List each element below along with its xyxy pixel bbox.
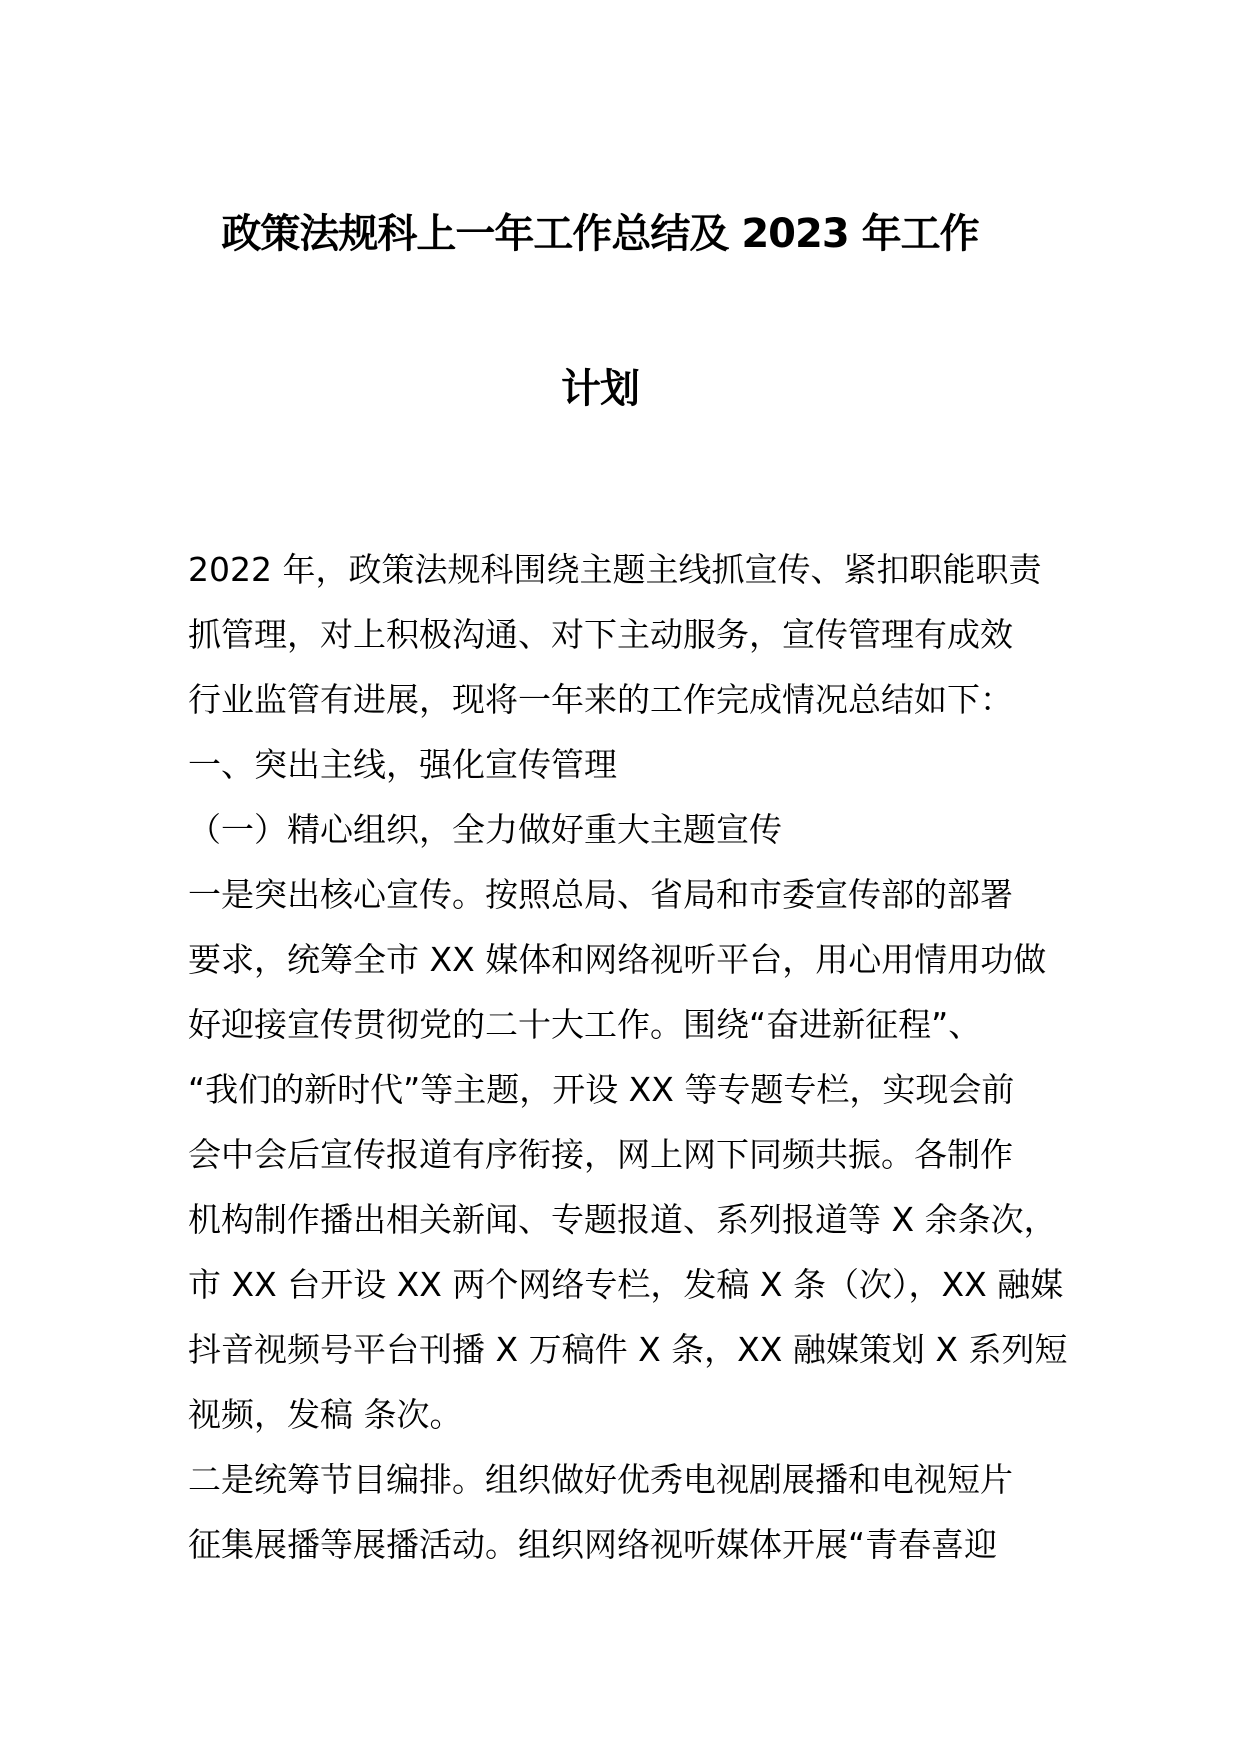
paragraph-line: 机构制作播出相关新闻、专题报道、系列报道等 X 余条次，: [188, 1200, 1057, 1239]
paragraph-line: 二是统筹节目编排。组织做好优秀电视剧展播和电视短片: [188, 1460, 1013, 1499]
paragraph-line: 会中会后宣传报道有序衔接，网上网下同频共振。各制作: [188, 1135, 1013, 1174]
intro-paragraph-line: 行业监管有进展，现将一年来的工作完成情况总结如下：: [188, 680, 1013, 719]
intro-paragraph-line: 抓管理，对上积极沟通、对下主动服务，宣传管理有成效: [188, 615, 1013, 654]
document-body: [188, 550, 1068, 1590]
paragraph-line: 视频，发稿 条次。: [188, 1395, 463, 1434]
subsection-heading: （一）精心组织，全力做好重大主题宣传: [188, 810, 782, 849]
paragraph-line: 好迎接宣传贯彻党的二十大工作。围绕“奋进新征程”、: [188, 1005, 982, 1044]
paragraph-line: 一是突出核心宣传。按照总局、省局和市委宣传部的部署: [188, 875, 1013, 914]
paragraph-line: 要求，统筹全市 XX 媒体和网络视听平台，用心用情用功做: [188, 940, 1047, 979]
document-title-line-1: 政策法规科上一年工作总结及 2023 年工作: [221, 211, 979, 257]
paragraph-line: “我们的新时代”等主题，开设 XX 等专题专栏，实现会前: [188, 1070, 1015, 1109]
paragraph-line: 抖音视频号平台刊播 X 万稿件 X 条，XX 融媒策划 X 系列短: [188, 1330, 1068, 1369]
paragraph-line: 征集展播等展播活动。组织网络视听媒体开展“青春喜迎: [188, 1525, 998, 1564]
document-title-line-2: 计划: [561, 366, 639, 412]
paragraph-line: 市 XX 台开设 XX 两个网络专栏，发稿 X 条（次），XX 融媒: [188, 1265, 1064, 1304]
section-heading: 一、突出主线，强化宣传管理: [188, 745, 617, 784]
intro-paragraph-line: 2022 年，政策法规科围绕主题主线抓宣传、紧扣职能职责: [188, 550, 1042, 589]
